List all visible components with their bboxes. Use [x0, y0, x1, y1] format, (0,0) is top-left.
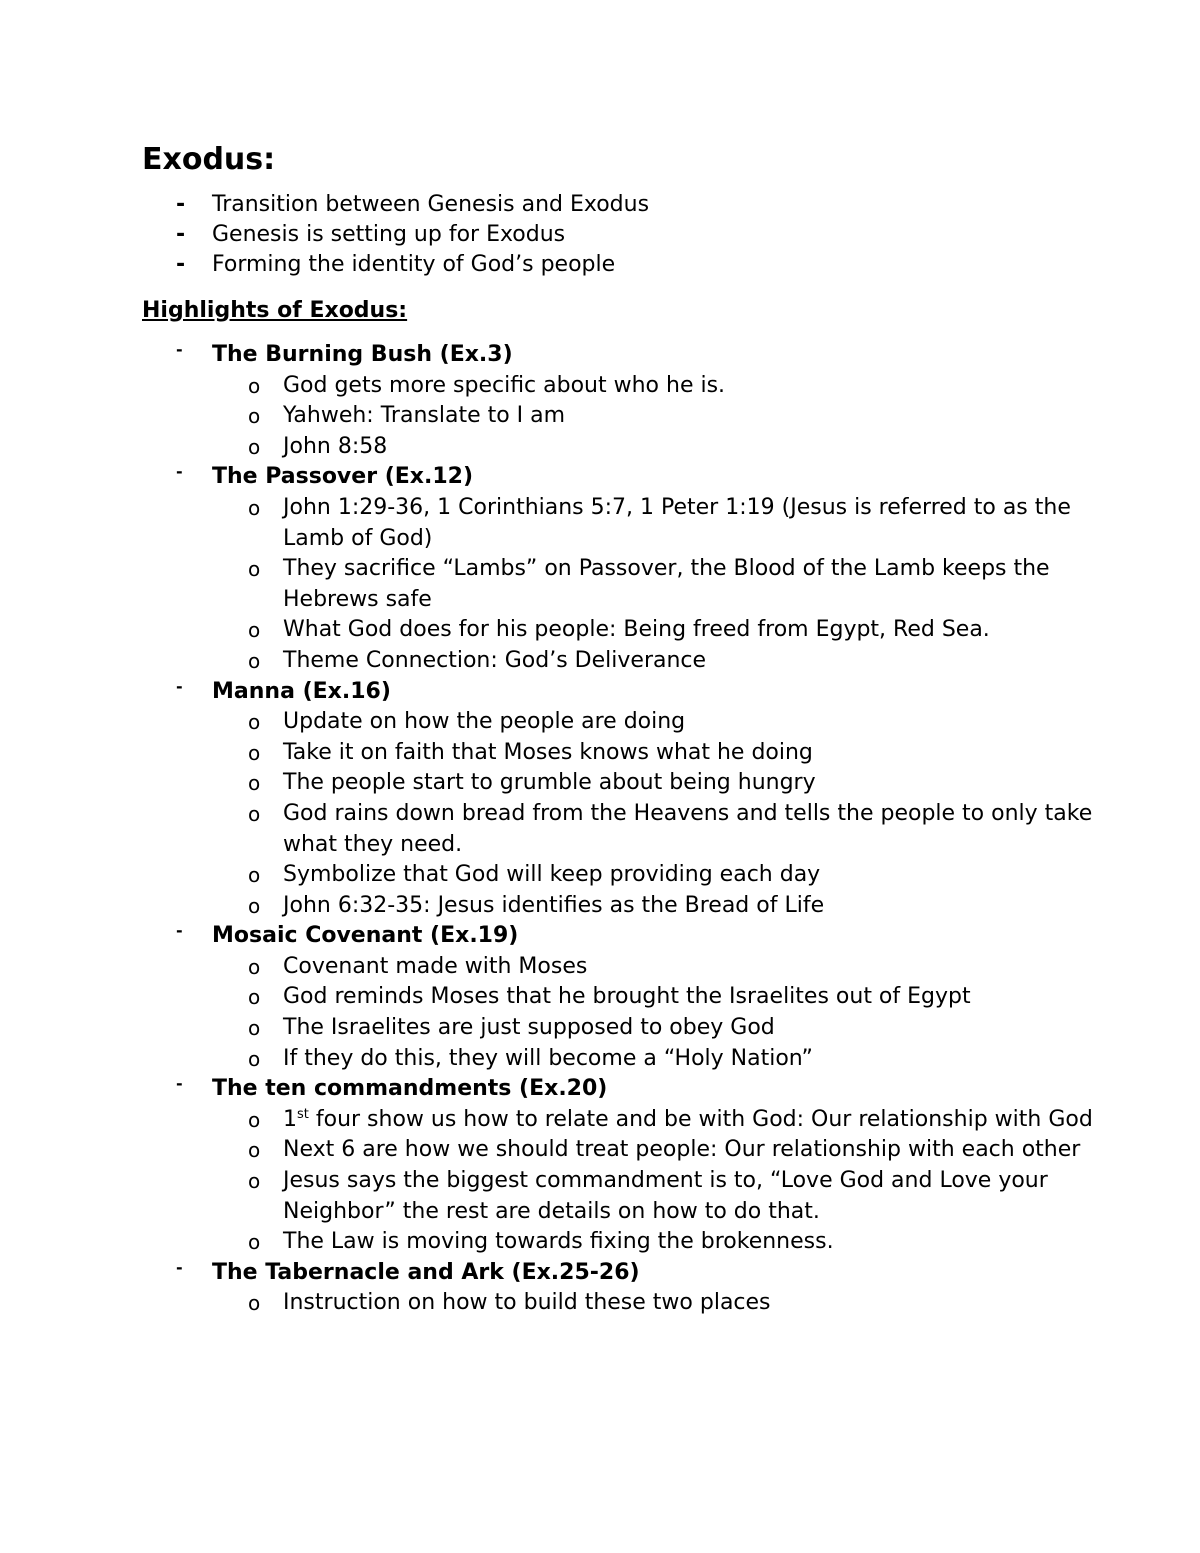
circle-bullet-icon: o — [248, 863, 261, 888]
dash-bullet-icon: - — [176, 192, 186, 217]
circle-bullet-icon: o — [248, 801, 261, 826]
sub-item — [142, 1044, 1102, 1075]
circle-bullet-icon: o — [248, 434, 261, 459]
page-title: Exodus: — [142, 142, 276, 177]
sub-item-text: God gets more specific about who he is. — [283, 372, 726, 398]
highlight-title: The ten commandments (Ex.20) — [212, 1076, 608, 1102]
highlight-title: Mosaic Covenant (Ex.19) — [212, 923, 519, 949]
highlight-passover — [142, 462, 1102, 676]
sub-item — [142, 768, 1102, 799]
sub-item-text: Jesus says the biggest commandment is to, “Love God and Love your Neighbor” the rest are details on how to do that. — [283, 1168, 1048, 1224]
sub-item-rest: four show us how to relate and be with God: Our relationship with God — [308, 1106, 1093, 1132]
sub-item-text: God reminds Moses that he brought the Israelites out of Egypt — [283, 984, 971, 1010]
sub-item-text: John 6:32-35: Jesus identifies as the Bread of Life — [283, 892, 825, 918]
intro-item-text: Transition between Genesis and Exodus — [212, 192, 650, 217]
sub-item-text: Theme Connection: God’s Deliverance — [283, 647, 707, 673]
sub-item — [142, 401, 1102, 432]
circle-bullet-icon: o — [248, 495, 261, 520]
ordinal-number: 1 — [283, 1106, 297, 1132]
sub-item-text: Symbolize that God will keep providing each day — [283, 862, 821, 888]
intro-item — [142, 190, 1102, 220]
sub-item — [142, 1135, 1102, 1166]
sub-item-text: Instruction on how to build these two places — [283, 1290, 771, 1316]
sub-list — [212, 493, 1102, 677]
circle-bullet-icon: o — [248, 893, 261, 918]
dash-bullet-icon: - — [176, 462, 183, 482]
sub-item-text — [213, 1105, 1102, 1136]
circle-bullet-icon: o — [248, 740, 261, 765]
circle-bullet-icon: o — [248, 1046, 261, 1071]
sub-item-text: The people start to grumble about being hungry — [283, 770, 816, 796]
highlight-tabernacle-ark — [142, 1258, 1102, 1319]
sub-item — [142, 615, 1102, 646]
sub-item — [142, 1013, 1102, 1044]
sub-item — [142, 891, 1102, 922]
sub-item-text: Take it on faith that Moses knows what he doing — [283, 739, 813, 765]
highlight-title: The Tabernacle and Ark (Ex.25-26) — [212, 1259, 640, 1285]
document-page — [142, 138, 1102, 1319]
sub-item — [142, 646, 1102, 677]
circle-bullet-icon: o — [248, 1138, 261, 1163]
circle-bullet-icon: o — [248, 618, 261, 643]
circle-bullet-icon: o — [248, 404, 261, 429]
highlights-heading: Highlights of Exodus: — [142, 298, 408, 323]
highlight-burning-bush — [142, 340, 1102, 462]
ordinal-suffix: st — [297, 1106, 309, 1122]
dash-bullet-icon: - — [176, 222, 186, 247]
highlight-manna — [142, 677, 1102, 922]
circle-bullet-icon: o — [248, 1107, 261, 1132]
sub-item — [142, 860, 1102, 891]
intro-item — [142, 220, 1102, 250]
circle-bullet-icon: o — [248, 1291, 261, 1316]
highlight-ten-commandments — [142, 1074, 1102, 1258]
sub-item-text: Update on how the people are doing — [283, 709, 686, 735]
sub-item-text: If they do this, they will become a “Holy Nation” — [283, 1045, 813, 1071]
sub-list — [212, 707, 1102, 921]
circle-bullet-icon: o — [248, 648, 261, 673]
intro-item — [142, 250, 1102, 280]
intro-item-text: Genesis is setting up for Exodus — [212, 222, 566, 247]
circle-bullet-icon: o — [248, 710, 261, 735]
highlight-title: The Passover (Ex.12) — [212, 464, 474, 490]
sub-item — [142, 432, 1102, 463]
sub-item — [142, 982, 1102, 1013]
sub-item-text: The Israelites are just supposed to obey God — [283, 1015, 775, 1041]
dash-bullet-icon: - — [176, 1257, 183, 1277]
sub-item-text: The Law is moving towards fixing the brokenness. — [283, 1229, 834, 1255]
sub-item — [142, 371, 1102, 402]
sub-item-text: John 1:29-36, 1 Corinthians 5:7, 1 Peter 1:19 (Jesus is referred to as the Lamb of God) — [283, 494, 1071, 551]
highlight-title: Manna (Ex.16) — [212, 678, 391, 704]
sub-item-text: What God does for his people: Being freed from Egypt, Red Sea. — [283, 617, 990, 643]
sub-item — [142, 799, 1102, 860]
dash-bullet-icon: - — [176, 340, 183, 359]
dash-bullet-icon: - — [176, 1074, 183, 1094]
sub-item — [142, 738, 1102, 769]
highlight-mosaic-covenant — [142, 921, 1102, 1074]
highlight-title: The Burning Bush (Ex.3) — [212, 342, 513, 367]
sub-item — [142, 952, 1102, 983]
circle-bullet-icon: o — [248, 771, 261, 796]
circle-bullet-icon: o — [248, 557, 261, 582]
circle-bullet-icon: o — [248, 985, 261, 1010]
dash-bullet-icon: - — [176, 252, 186, 277]
sub-item — [142, 1227, 1102, 1258]
sub-item — [142, 1166, 1102, 1227]
highlights-list — [142, 340, 1102, 1319]
circle-bullet-icon: o — [248, 1016, 261, 1041]
sub-list — [212, 1105, 1102, 1258]
sub-item — [142, 493, 1102, 554]
sub-item-text: Covenant made with Moses — [283, 953, 588, 979]
sub-item — [142, 1105, 1102, 1136]
dash-bullet-icon: - — [176, 676, 183, 696]
sub-item — [142, 554, 1102, 615]
circle-bullet-icon: o — [248, 954, 261, 979]
dash-bullet-icon: - — [176, 921, 183, 941]
circle-bullet-icon: o — [248, 1169, 261, 1194]
sub-item — [142, 707, 1102, 738]
sub-list — [212, 1288, 1102, 1319]
sub-item — [142, 1288, 1102, 1319]
circle-bullet-icon: o — [248, 1230, 261, 1255]
circle-bullet-icon: o — [248, 373, 261, 398]
sub-item-text: Next 6 are how we should treat people: Our relationship with each other — [283, 1137, 1081, 1163]
sub-list — [212, 371, 1102, 463]
intro-list — [142, 190, 1102, 280]
sub-item-text: John 8:58 — [283, 433, 388, 459]
sub-list — [212, 952, 1102, 1074]
sub-item-text: Yahweh: Translate to I am — [283, 403, 566, 429]
sub-item-text: God rains down bread from the Heavens and tells the people to only take what they need. — [283, 800, 1093, 857]
sub-item-text: They sacrifice “Lambs” on Passover, the Blood of the Lamb keeps the Hebrews safe — [283, 556, 1050, 612]
intro-item-text: Forming the identity of God’s people — [212, 252, 616, 277]
